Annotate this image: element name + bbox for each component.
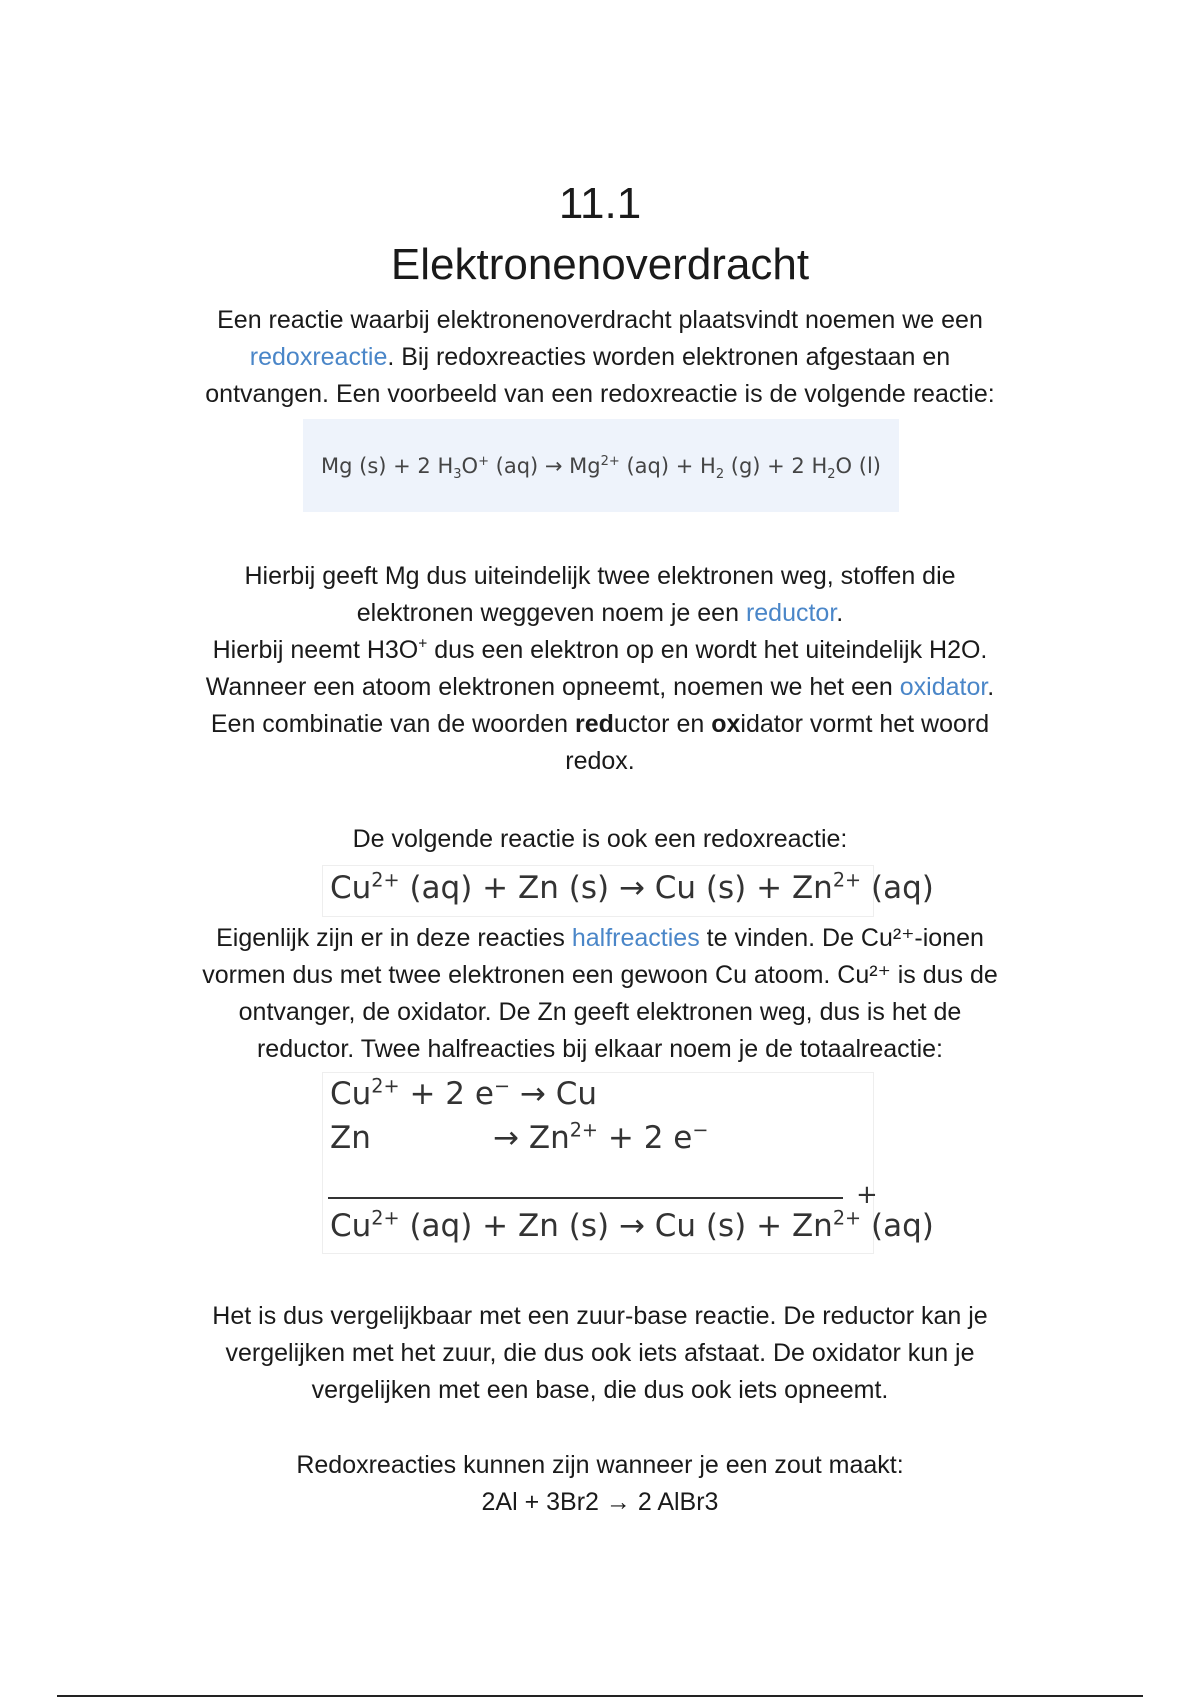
equation-mg-h3o: Mg (s) + 2 $H_3O^+$ $(aq) \to Mg^{2+}$ $(aq) + H_2$ (g) + 2 $H_2O$ (l) xyxy=(303,419,899,512)
oxidator-link[interactable]: oxidator xyxy=(899,673,988,701)
halfreacties-link[interactable]: halfreacties xyxy=(571,924,700,952)
p3-line-1: De volgende reactie is ook een redoxreactie: xyxy=(352,825,848,853)
p6-line-2: 2Al + 3Br2 → 2 AlBr3 xyxy=(481,1488,719,1516)
total-reaction: $Cu^{2+}$ (aq) + Zn (s) → Cu $(s) + Zn^{2+}$ (aq) xyxy=(330,1206,934,1244)
p4-line-1: Eigenlijk zijn er in deze reacties halfreacties te vinden. De Cu²⁺-ionen xyxy=(216,924,984,952)
reductor-oxidator-paragraph xyxy=(0,558,1200,780)
halfreacties-paragraph xyxy=(0,920,1200,1068)
p2-line-5: Een combinatie van de woorden reductor en oxidator vormt het woord xyxy=(210,710,990,738)
p5-line-1: Het is dus vergelijkbaar met een zuur-base reactie. De reductor kan je xyxy=(212,1302,988,1330)
section-number: 11.1 xyxy=(558,179,642,228)
halfreaction-zn-label: Zn xyxy=(330,1120,371,1156)
p4-line-4: reductor. Twee halfreacties bij elkaar noem je de totaalreactie: xyxy=(256,1035,944,1063)
zout-paragraph xyxy=(0,1447,1200,1521)
page-title: Elektronenoverdracht xyxy=(390,240,810,289)
halfreaction-cu: $Cu^{2+} + 2$ e− → Cu xyxy=(330,1074,598,1112)
redoxreactie-link[interactable]: redoxreactie xyxy=(249,343,388,371)
plus-sign: + xyxy=(856,1180,878,1210)
p5-line-2: vergelijken met het zuur, die dus ook iets afstaat. De oxidator kun je xyxy=(225,1339,975,1367)
intro-line-1: Een reactie waarbij elektronenoverdracht plaatsvindt noemen we een xyxy=(217,306,983,334)
zuur-base-paragraph xyxy=(0,1298,1200,1409)
footer-divider xyxy=(57,1695,1143,1697)
intro-line-2: redoxreactie. Bij redoxreacties worden elektronen afgestaan en xyxy=(249,343,951,371)
p2-line-4: Wanneer een atoom elektronen opneemt, noemen we het een oxidator. xyxy=(205,673,995,701)
equation-cu-zn: $Cu^{2+}$ (aq) + Zn (s) → Cu $(s) + Zn^{2+}$ (aq) xyxy=(330,868,934,906)
sum-line xyxy=(328,1197,843,1199)
p2-line-1: Hierbij geeft Mg dus uiteindelijk twee elektronen weg, stoffen die xyxy=(244,562,956,590)
p2-line-3: Hierbij neemt H3O+ dus een elektron op en wordt het uiteindelijk H2O. xyxy=(212,635,988,664)
reductor-link[interactable]: reductor xyxy=(745,599,837,627)
p4-line-2: vormen dus met twee elektronen een gewoon Cu atoom. Cu²⁺ is dus de xyxy=(202,961,998,989)
halfreaction-zn: → $Zn^{2+} + 2$ e− xyxy=(493,1118,709,1156)
p4-line-3: ontvanger, de oxidator. De Zn geeft elektronen weg, dus is het de xyxy=(238,998,962,1026)
p5-line-3: vergelijken met een base, die dus ook iets opneemt. xyxy=(311,1376,889,1404)
p6-line-1: Redoxreacties kunnen zijn wanneer je een zout maakt: xyxy=(296,1451,904,1479)
intro-line-3: ontvangen. Een voorbeeld van een redoxreactie is de volgende reactie: xyxy=(205,380,995,408)
p2-line-2: elektronen weggeven noem je een reductor. xyxy=(356,599,844,627)
p2-line-6: redox. xyxy=(565,747,635,775)
intro-paragraph xyxy=(0,302,1200,413)
